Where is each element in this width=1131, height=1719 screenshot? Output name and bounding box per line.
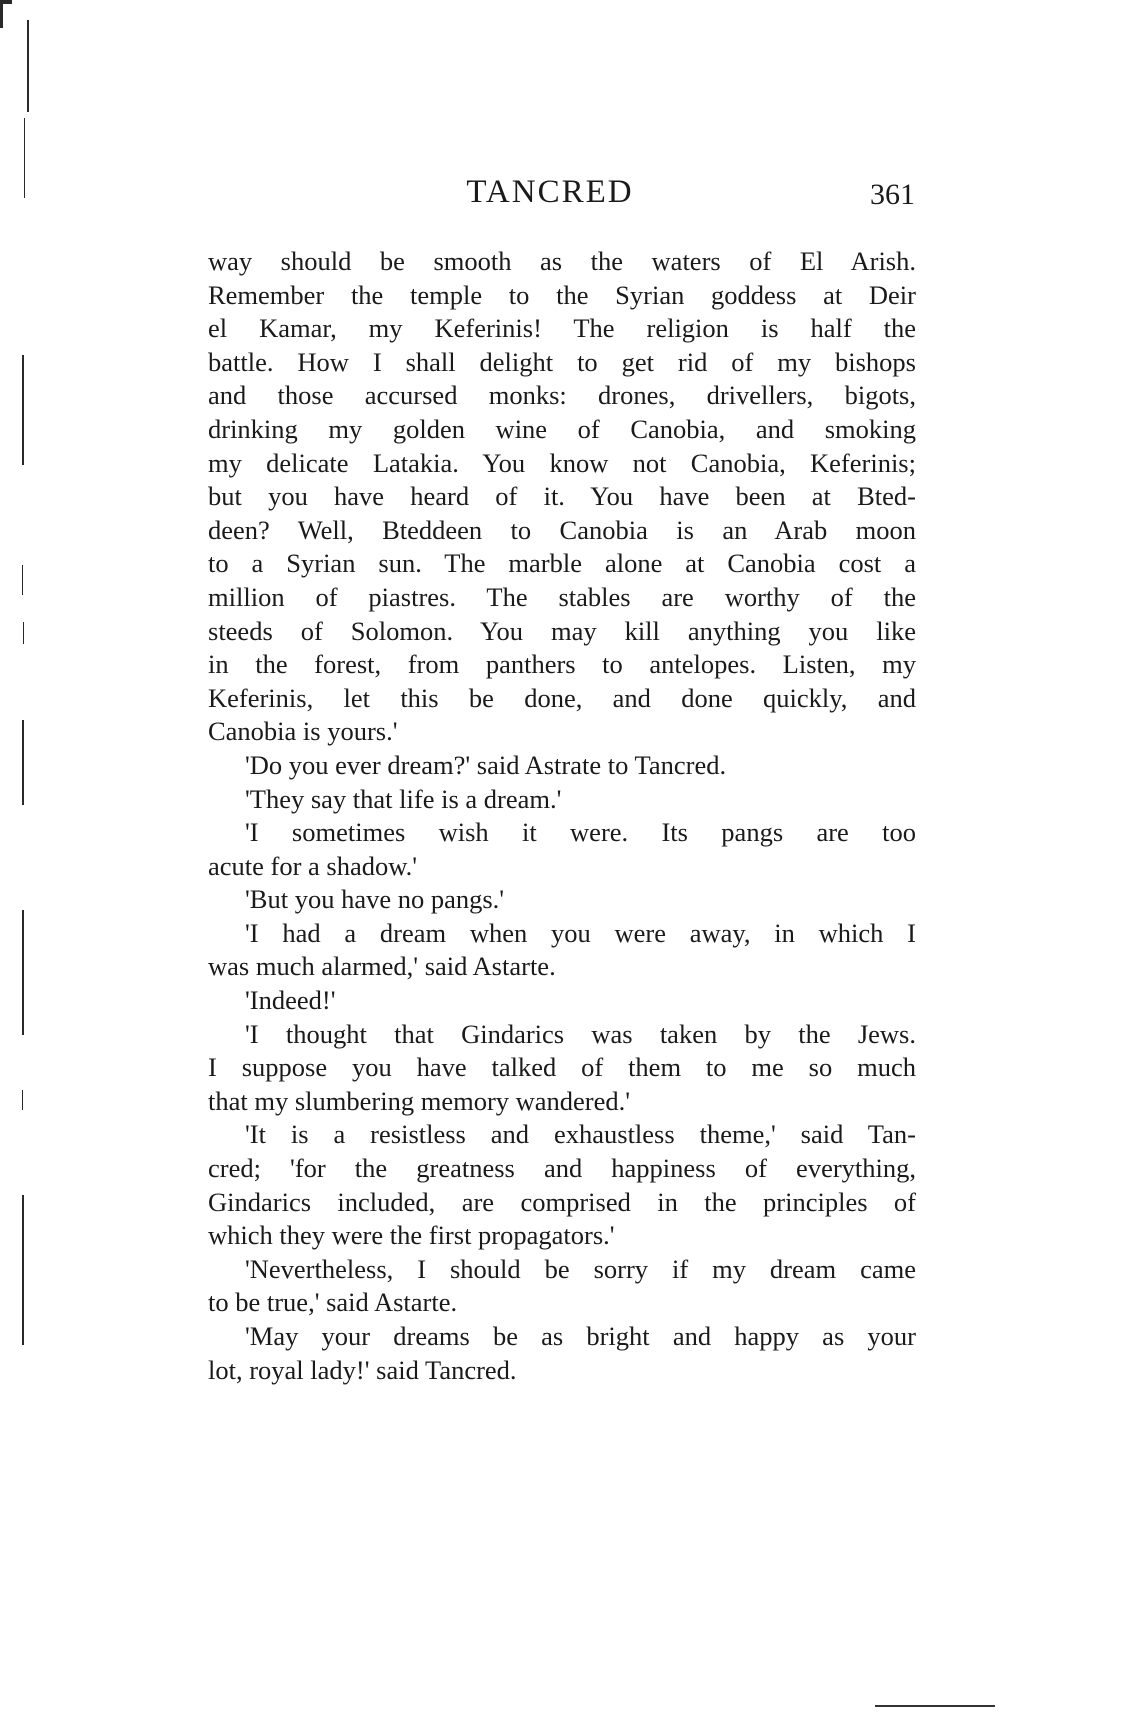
scan-edge-mark bbox=[0, 0, 3, 28]
text-line: I suppose you have talked of them to me so much bbox=[208, 1052, 916, 1083]
text-line: million of piastres. The stables are worthy of the bbox=[208, 581, 916, 612]
text-line: cred; 'for the greatness and happiness of everything, bbox=[208, 1153, 916, 1184]
text-line: drinking my golden wine of Canobia, and smoking bbox=[208, 413, 916, 444]
page-number: 361 bbox=[870, 178, 915, 211]
text-line: but you have heard of it. You have been at Bted- bbox=[208, 481, 916, 512]
text-line: my delicate Latakia. You know not Canobia, Keferinis; bbox=[208, 447, 916, 478]
text-line: and those accursed monks: drones, drivellers, bigots, bbox=[208, 380, 916, 411]
text-line: 'I had a dream when you were away, in which I bbox=[245, 917, 916, 948]
text-line: way should be smooth as the waters of El Arish. bbox=[208, 246, 916, 276]
text-line: 'I thought that Gindarics was taken by the Jews. bbox=[245, 1018, 916, 1049]
text-line: 'It is a resistless and exhaustless theme,' said Tan- bbox=[245, 1119, 916, 1150]
text-line: Canobia is yours.' bbox=[208, 716, 398, 747]
scan-edge-mark bbox=[22, 1195, 24, 1345]
text-line: was much alarmed,' said Astarte. bbox=[208, 951, 556, 982]
text-line: Remember the temple to the Syrian goddess at Deir bbox=[208, 279, 916, 310]
bottom-rule bbox=[875, 1705, 995, 1707]
text-line: Gindarics included, are comprised in the principles of bbox=[208, 1186, 916, 1217]
scan-edge-mark bbox=[22, 910, 24, 1035]
text-line: which they were the first propagators.' bbox=[208, 1220, 615, 1251]
scan-edge-mark bbox=[22, 565, 23, 595]
text-line: 'Do you ever dream?' said Astrate to Tancred. bbox=[245, 749, 727, 780]
scan-edge-mark bbox=[22, 1090, 23, 1110]
scan-edge-mark bbox=[22, 720, 24, 805]
text-line: lot, royal lady!' said Tancred. bbox=[208, 1354, 517, 1385]
body-text bbox=[208, 245, 916, 1387]
text-line: 'Nevertheless, I should be sorry if my dream came bbox=[245, 1253, 916, 1284]
text-line: steeds of Solomon. You may kill anything you like bbox=[208, 615, 916, 646]
scan-edge-mark bbox=[23, 622, 24, 644]
text-line: 'But you have no pangs.' bbox=[245, 884, 505, 915]
scan-edge-mark bbox=[27, 20, 29, 112]
text-line: 'They say that life is a dream.' bbox=[245, 783, 562, 814]
text-line: to be true,' said Astarte. bbox=[208, 1287, 458, 1318]
text-line: 'Indeed!' bbox=[245, 985, 336, 1016]
text-line: in the forest, from panthers to antelopes. Listen, my bbox=[208, 649, 916, 680]
text-line: el Kamar, my Keferinis! The religion is half the bbox=[208, 313, 916, 344]
text-line: to a Syrian sun. The marble alone at Canobia cost a bbox=[208, 548, 916, 579]
text-line: 'May your dreams be as bright and happy as your bbox=[245, 1321, 916, 1351]
running-header-title: TANCRED bbox=[466, 174, 634, 210]
scan-edge-mark bbox=[24, 118, 25, 198]
text-line: battle. How I shall delight to get rid of my bishops bbox=[208, 346, 916, 377]
text-line: deen? Well, Bteddeen to Canobia is an Arab moon bbox=[208, 514, 916, 545]
scan-edge-mark bbox=[22, 355, 24, 465]
text-line: acute for a shadow.' bbox=[208, 850, 418, 881]
text-line: Keferinis, let this be done, and done quickly, and bbox=[208, 682, 916, 713]
text-line: 'I sometimes wish it were. Its pangs are too bbox=[245, 817, 916, 848]
text-line: that my slumbering memory wandered.' bbox=[208, 1085, 631, 1116]
